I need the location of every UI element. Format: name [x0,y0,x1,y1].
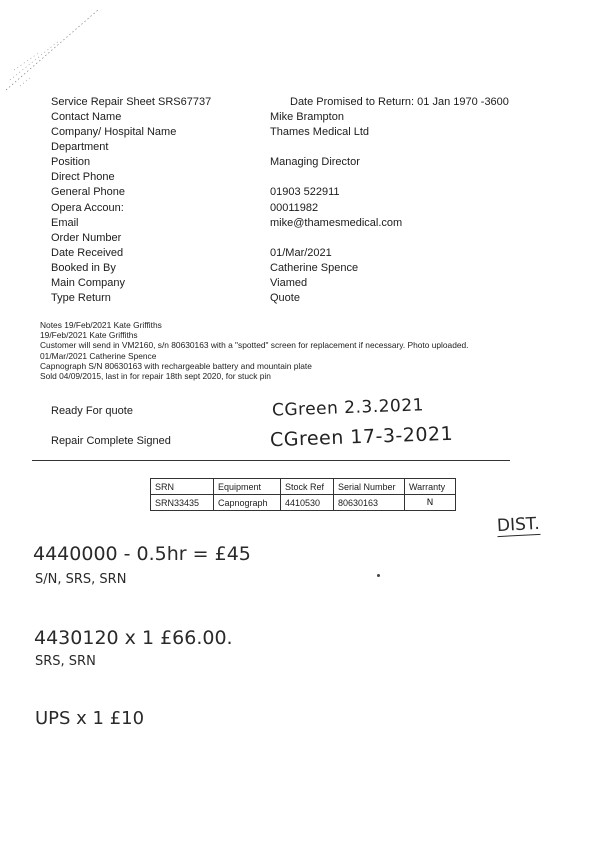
field-value [270,170,521,185]
field-value: Thames Medical Ltd [270,126,370,139]
field-label: Direct Phone [51,171,115,184]
handwritten-line: UPS x 1 £10 [35,708,145,729]
table-cell: 4410530 [281,495,334,511]
field-value: Catherine Spence [270,261,359,274]
column-header: Stock Ref [281,479,334,495]
handwritten-note: SRS, SRN [35,654,96,669]
field-label: Opera Accoun: [51,201,124,214]
field-label: Main Company [51,277,125,290]
table-cell: N [405,495,456,511]
handwritten-line: 4430120 x 1 £66.00. [34,627,233,649]
field-label: Email [51,216,79,229]
contact-fields [51,110,521,306]
field-row [51,291,521,306]
field-row [51,201,521,216]
field-row [51,246,521,261]
table-header-row [151,479,456,495]
sheet-title: Service Repair Sheet SRS67737 [51,96,212,108]
table-cell: 80630163 [334,495,405,511]
field-label: Type Return [51,292,111,305]
ready-signature: CGreen 2.3.2021 [271,395,425,421]
note-line: Customer will send in VM2160, s/n 80630163 with a "spotted" screen for replacement if necessary. Photo uploaded. [40,340,469,351]
field-label: Department [51,141,109,154]
field-value: Managing Director [270,156,360,169]
field-row [51,261,521,276]
field-row [51,155,521,170]
field-row [51,170,521,185]
handwritten-dist: DIST. [496,513,541,537]
field-value: 00011982 [270,201,319,214]
complete-signature: CGreen 17-3-2021 [269,422,454,452]
note-line: Sold 04/09/2015, last in for repair 18th sept 2020, for stuck pin [40,371,271,382]
ready-for-quote-label: Ready For quote [51,405,133,417]
ink-dot [377,574,380,577]
table-row [151,495,456,511]
field-value [270,231,521,246]
field-label: Company/ Hospital Name [51,126,177,139]
column-header: Warranty [405,479,456,495]
field-label: Contact Name [51,111,122,123]
repair-complete-label: Repair Complete Signed [51,435,171,447]
handwritten-line: 4440000 - 0.5hr = £45 [33,543,251,565]
field-label: Position [51,156,91,169]
field-label: Booked in By [51,261,116,274]
field-label: General Phone [51,186,125,199]
field-row [51,276,521,291]
field-value [270,140,521,155]
field-label: Date Received [51,246,124,259]
date-promised: Date Promised to Return: 01 Jan 1970 -3600 [290,96,509,108]
note-line: Notes 19/Feb/2021 Kate Griffiths [40,320,162,330]
field-value: Viamed [270,277,308,290]
note-line: Capnograph S/N 80630163 with rechargeable battery and mountain plate [40,360,312,371]
table-cell: Capnograph [214,495,281,511]
column-header: SRN [151,479,214,495]
note-line: 19/Feb/2021 Kate Griffiths [40,330,138,341]
column-header: Equipment [214,479,281,495]
field-value: Mike Brampton [270,111,344,123]
field-value: 01/Mar/2021 [270,246,332,259]
field-label: Order Number [51,231,122,244]
equipment-table [150,478,456,511]
handwritten-note: S/N, SRS, SRN [35,572,127,587]
field-value: Quote [270,292,300,305]
field-value: 01903 522911 [270,186,340,199]
table-cell: SRN33435 [151,495,214,511]
field-row [51,110,521,125]
notes-block [40,320,580,381]
note-line: 01/Mar/2021 Catherine Spence [40,350,157,361]
field-row [51,140,521,155]
field-value: mike@thamesmedical.com [270,216,403,229]
field-row [51,185,521,200]
column-header: Serial Number [334,479,405,495]
section-divider [32,460,510,461]
field-row [51,216,521,231]
field-row [51,231,521,246]
field-row [51,125,521,140]
